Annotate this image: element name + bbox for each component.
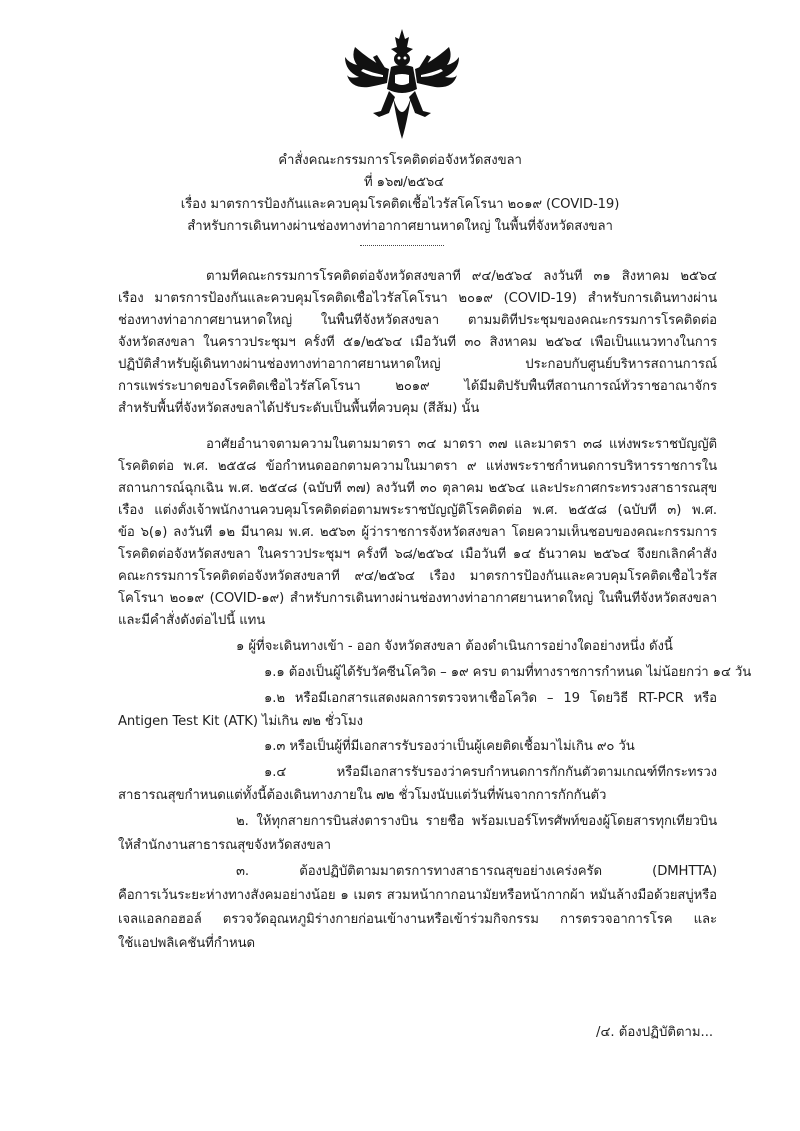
item-2: ๒. ให้ทุกสายการบินส่งตารางบิน รายชื่อ พร้อมเบอร์โทรศัพท์ของผู้โดยสารทุกเที่ยวบิน	[236, 814, 717, 829]
body-line: และมีคำสั่งดังต่อไปนี้ แทน	[118, 613, 266, 628]
body-line: โรคติดต่อ พ.ศ. ๒๕๕๘ ข้อกำหนดออกตามความในมาตรา ๙ แห่งพระราชกำหนดการบริหารราชการใน	[118, 459, 717, 474]
item-3-cont: ใช้แอปพลิเคชันที่กำหนด	[118, 936, 256, 951]
item-2-cont: ให้สำนักงานสาธารณสุขจังหวัดสงขลา	[118, 838, 331, 853]
item-1-4-cont: สาธารณสุขกำหนดแต่ทั้งนี้ต้องเดินทางภายใน ๗๒ ชั่วโมงนับแต่วันที่พ้นจากการกักกันตัว	[118, 788, 607, 803]
body-line: ตามที่คณะกรรมการโรคติดต่อจังหวัดสงขลาที่ ๙๔/๒๕๖๔ ลงวันที่ ๓๑ สิงหาคม ๒๕๖๔	[206, 269, 717, 284]
continuation-note: /๔. ต้องปฏิบัติตาม...	[596, 1025, 714, 1040]
order-number: ที่ ๑๖๗/๒๕๖๔	[363, 175, 444, 190]
body-line: ช่องทางท่าอากาศยานหาดใหญ่ ในพื้นที่จังหวัดสงขลา ตามมติที่ประชุมของคณะกรรมการโรคติดต่อ	[118, 313, 717, 328]
body-line: ปฏิบัติสำหรับผู้เดินทางผ่านช่องทางท่าอากาศยานหาดใหญ่ ประกอบกับศูนย์บริหารสถานการณ์	[118, 357, 717, 372]
body-line: เรื่อง แต่งตั้งเจ้าพนักงานควบคุมโรคติดต่อตามพระราชบัญญัติโรคติดต่อ พ.ศ. ๒๕๕๘ (ฉบับที่ ๓) พ.ศ.	[118, 503, 717, 518]
body-line: ข้อ ๖(๑) ลงวันที่ ๑๒ มีนาคม พ.ศ. ๒๕๖๓ ผู้ว่าราชการจังหวัดสงขลา โดยความเห็นชอบของคณะกรรมการ	[118, 525, 717, 540]
body-line: การแพร่ระบาดของโรคติดเชื้อไวรัสโคโรนา ๒๐๑๙ ได้มีมติปรับพื้นที่สถานการณ์ทั่วราชอาณาจักร	[118, 379, 717, 394]
item-1-4: ๑.๔ หรือมีเอกสารรับรองว่าครบกำหนดการกักกันตัวตามเกณฑ์ที่กระทรวง	[264, 765, 717, 780]
item-3: ๓. ต้องปฏิบัติตามมาตรการทางสาธารณสุขอย่างเคร่งครัด (DMHTTA)	[236, 864, 717, 879]
body-line: สำหรับพื้นที่จังหวัดสงขลาได้ปรับระดับเป็นพื้นที่ควบคุม (สีส้ม) นั้น	[118, 401, 480, 416]
body-line: คณะกรรมการโรคติดต่อจังหวัดสงขลาที่ ๙๔/๒๕๖๔ เรื่อง มาตรการป้องกันและควบคุมโรคติดเชื้อไวรัส	[118, 569, 717, 584]
item-1: ๑ ผู้ที่จะเดินทางเข้า - ออก จังหวัดสงขลา ต้องดำเนินการอย่างใดอย่างหนึ่ง ดังนี้	[236, 639, 673, 654]
committee-title: คำสั่งคณะกรรมการโรคติดต่อจังหวัดสงขลา	[278, 153, 522, 168]
separator-dots	[360, 245, 444, 246]
garuda-emblem-icon	[343, 27, 461, 140]
item-1-3: ๑.๓ หรือเป็นผู้ที่มีเอกสารรับรองว่าเป็นผู้เคยติดเชื้อมาไม่เกิน ๙๐ วัน	[264, 739, 635, 754]
item-3-cont: คือการเว้นระยะห่างทางสังคมอย่างน้อย ๑ เมตร สวมหน้ากากอนามัยหรือหน้ากากผ้า หมั่นล้างมือด้วยสบู่หรือ	[118, 888, 717, 903]
body-line: เรื่อง มาตรการป้องกันและควบคุมโรคติดเชื้อไวรัสโคโรนา ๒๐๑๙ (COVID-19) สำหรับการเดินทางผ่าน	[118, 291, 717, 306]
item-1-1: ๑.๑ ต้องเป็นผู้ได้รับวัคซีนโควิด – ๑๙ ครบ ตามที่ทางราชการกำหนด ไม่น้อยกว่า ๑๔ วัน	[264, 665, 752, 680]
item-1-2-cont: Antigen Test Kit (ATK) ไม่เกิน ๗๒ ชั่วโมง	[118, 714, 363, 729]
subject-line-1: เรื่อง มาตรการป้องกันและควบคุมโรคติดเชื้อไวรัสโคโรนา ๒๐๑๙ (COVID-19)	[180, 197, 620, 212]
body-line: สถานการณ์ฉุกเฉิน พ.ศ. ๒๕๔๘ (ฉบับที่ ๓๗) ลงวันที่ ๓๐ ตุลาคม ๒๕๖๔ และประกาศกระทรวงสาธารณสุข	[118, 481, 717, 496]
item-1-2: ๑.๒ หรือมีเอกสารแสดงผลการตรวจหาเชื้อโควิด – 19 โดยวิธี RT-PCR หรือ	[264, 691, 717, 706]
body-line: โคโรนา ๒๐๑๙ (COVID-๑๙) สำหรับการเดินทางผ่านช่องทางท่าอากาศยานหาดใหญ่ ในพื้นที่จังหวัดสงขลา	[118, 591, 717, 606]
item-3-cont: เจลแอลกอฮอล์ ตรวจวัดอุณหภูมิร่างกายก่อนเข้างานหรือเข้าร่วมกิจกรรม การตรวจอาการโรค และ	[118, 912, 717, 927]
body-line: โรคติดต่อจังหวัดสงขลา ในคราวประชุมฯ ครั้งที่ ๖๘/๒๕๖๔ เมื่อวันที่ ๑๔ ธันวาคม ๒๕๖๔ จึงยกเลิกคำสั่ง	[118, 547, 717, 562]
body-line: จังหวัดสงขลา ในคราวประชุมฯ ครั้งที่ ๕๑/๒๕๖๔ เมื่อวันที่ ๓๐ สิงหาคม ๒๕๖๔ เพื่อเป็นแนวทางในการ	[118, 335, 717, 350]
subject-line-2: สำหรับการเดินทางผ่านช่องทางท่าอากาศยานหาดใหญ่ ในพื้นที่จังหวัดสงขลา	[187, 219, 613, 234]
body-line: อาศัยอำนาจตามความในตามมาตรา ๓๔ มาตรา ๓๗ และมาตรา ๓๘ แห่งพระราชบัญญัติ	[206, 437, 717, 452]
